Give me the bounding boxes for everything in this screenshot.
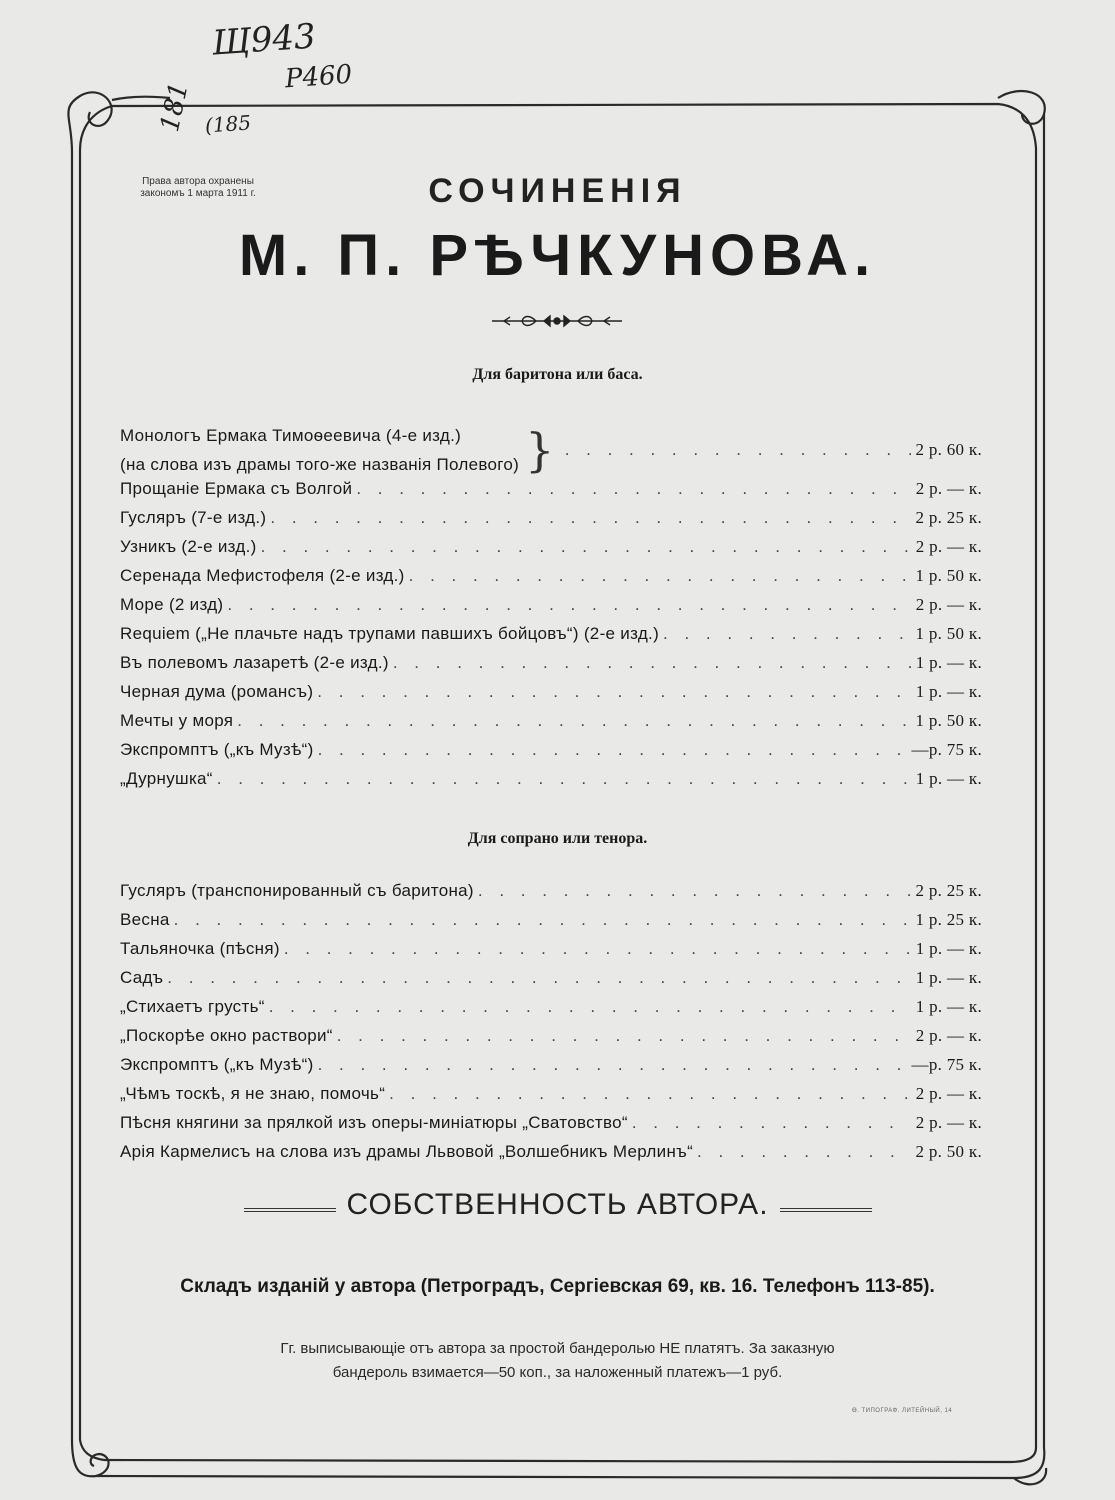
work-price: 1 р. — к. (915, 682, 982, 701)
work-title: Въ полевомъ лазаретѣ (2-е изд.) (120, 653, 389, 672)
work-title: Садъ (120, 968, 164, 987)
warehouse-address: Складъ изданій у автора (Петроградъ, Сергіевская 69, кв. 16. Телефонъ 113-85). (180, 1276, 935, 1297)
work-price: 2 р. 60 к. (915, 440, 982, 459)
work-title: Экспромптъ („къ Музѣ“) (120, 1055, 314, 1074)
decorative-rule (780, 1208, 872, 1212)
leader-dots (317, 682, 911, 702)
list-item (120, 624, 982, 653)
handwritten-note-2: (185 (204, 110, 252, 138)
work-title: Море (2 изд) (120, 595, 224, 614)
list-item (120, 769, 982, 798)
leader-dots (167, 968, 911, 988)
leader-dots (269, 997, 912, 1017)
ornament-divider-icon (492, 312, 622, 330)
list-item (120, 910, 982, 939)
work-price: 2 р. 25 к. (915, 508, 982, 527)
work-title: Серенада Мефистофеля (2-е изд.) (120, 566, 405, 585)
work-title: Узникъ (2-е изд.) (120, 537, 257, 556)
soprano-works-list (120, 881, 982, 1171)
list-item (120, 939, 982, 968)
list-item (120, 479, 982, 508)
work-price: 2 р. 25 к. (915, 881, 982, 900)
leader-dots (237, 711, 911, 731)
handwritten-shelfmark-2: Р460 (284, 59, 354, 95)
section-heading-baritone: Для баритона или баса. (472, 366, 643, 383)
work-title (120, 421, 519, 479)
list-item (120, 595, 982, 624)
list-item (120, 537, 982, 566)
work-price: 2 р. — к. (915, 595, 982, 614)
leader-dots (356, 479, 911, 499)
handwritten-note: 181 (154, 79, 195, 135)
work-price: 1 р. — к. (915, 968, 982, 987)
section-heading-soprano: Для сопрано или тенора. (467, 830, 648, 847)
leader-dots (663, 624, 911, 644)
list-item (120, 968, 982, 997)
work-price: 1 р. — к. (915, 997, 982, 1016)
mailing-note-line: Гг. выписывающiе отъ автора за простой бандеролью НЕ платятъ. За заказную (280, 1340, 835, 1357)
work-price: —р. 75 к. (911, 740, 982, 759)
work-price: 2 р. — к. (915, 537, 982, 556)
list-item (120, 1113, 982, 1142)
work-title: „Чѣмъ тоскѣ, я не знаю, помочь“ (120, 1084, 386, 1103)
title-author: М. П. РѢЧКУНОВА. (238, 223, 877, 288)
leader-dots (270, 508, 911, 528)
work-title: Прощанiе Ермака съ Волгой (120, 479, 353, 498)
work-title: „Стихаетъ грусть“ (120, 997, 265, 1016)
work-price: 2 р. 50 к. (915, 1142, 982, 1161)
list-item (120, 682, 982, 711)
work-price: 2 р. — к. (915, 1084, 982, 1103)
list-item (120, 740, 982, 769)
work-title: Requiem („Не плачьте надъ трупами павшихъ бойцовъ“) (2-е изд.) (120, 624, 660, 643)
work-title: Тальяночка (пѣсня) (120, 939, 280, 958)
list-item (120, 997, 982, 1026)
leader-dots (478, 881, 912, 901)
work-price: 1 р. 50 к. (915, 566, 982, 585)
work-title-line: (на слова изъ драмы того-же названiя Полевого) (120, 455, 520, 474)
leader-dots (393, 653, 912, 673)
list-item (120, 711, 982, 740)
leader-dots (284, 939, 912, 959)
work-price: 1 р. 50 к. (915, 624, 982, 643)
baritone-works-list (120, 421, 982, 798)
brace-icon: } (525, 423, 555, 477)
handwritten-shelfmark: Щ943 (210, 16, 317, 64)
work-price: 2 р. — к. (915, 1026, 982, 1045)
leader-dots (409, 566, 912, 586)
leader-dots (261, 537, 912, 557)
list-item (120, 653, 982, 682)
work-title: „Дурнушка“ (120, 769, 213, 788)
work-price: 1 р. — к. (915, 653, 982, 672)
mailing-note-line: бандероль взимается—50 коп., за наложенный платежъ—1 руб. (332, 1364, 783, 1381)
work-price: —р. 75 к. (911, 1055, 982, 1074)
copyright-line: Права автора охранены (142, 176, 254, 187)
title-works: СОЧИНЕНIЯ (428, 172, 687, 210)
leader-dots (318, 1055, 908, 1075)
list-item (120, 881, 982, 910)
work-title: Гусляръ (транспонированный съ баритона) (120, 881, 474, 900)
work-title: Гусляръ (7-е изд.) (120, 508, 267, 527)
work-title: „Поскорѣе окно раствори“ (120, 1026, 333, 1045)
work-price: 2 р. — к. (915, 1113, 982, 1132)
list-item (120, 1026, 982, 1055)
list-item (120, 1142, 982, 1171)
work-title: Экспромптъ („къ Музѣ“) (120, 740, 314, 759)
leader-dots (389, 1084, 912, 1104)
leader-dots (174, 910, 912, 930)
work-title: Арiя Кармелисъ на слова изъ драмы Львовой „Волшебникъ Мерлинъ“ (120, 1142, 694, 1161)
printer-imprint: Ѳ. ТИПОГРАФ. ЛИТЕЙНЫЙ, 14 (852, 1408, 953, 1414)
leader-dots (697, 1142, 911, 1162)
work-price: 1 р. — к. (915, 769, 982, 788)
work-price: 1 р. — к. (915, 939, 982, 958)
work-title: Пѣсня княгини за прялкой изъ оперы-миніатюры „Сватовство“ (120, 1113, 628, 1132)
mailing-note (200, 1337, 915, 1385)
work-price: 1 р. 25 к. (915, 910, 982, 929)
work-price: 1 р. 50 к. (915, 711, 982, 730)
work-price: 2 р. — к. (915, 479, 982, 498)
work-title: Черная дума (романсъ) (120, 682, 314, 701)
list-item (120, 1084, 982, 1113)
list-item (120, 508, 982, 537)
leader-dots (227, 595, 911, 615)
leader-dots (632, 1113, 912, 1133)
list-item (120, 421, 982, 479)
list-item (120, 1055, 982, 1084)
list-item (120, 566, 982, 595)
leader-dots (337, 1026, 912, 1046)
work-title-line: Монологъ Ермака Тимоѳеевича (4-е изд.) (120, 426, 462, 445)
ownership-heading: СОБСТВЕННОСТЬ АВТОРА. (346, 1188, 769, 1221)
work-title: Мечты у моря (120, 711, 234, 730)
work-title: Весна (120, 910, 170, 929)
leader-dots (217, 769, 912, 789)
leader-dots (565, 440, 912, 460)
leader-dots (318, 740, 908, 760)
copyright-line: закономъ 1 марта 1911 г. (140, 188, 256, 199)
